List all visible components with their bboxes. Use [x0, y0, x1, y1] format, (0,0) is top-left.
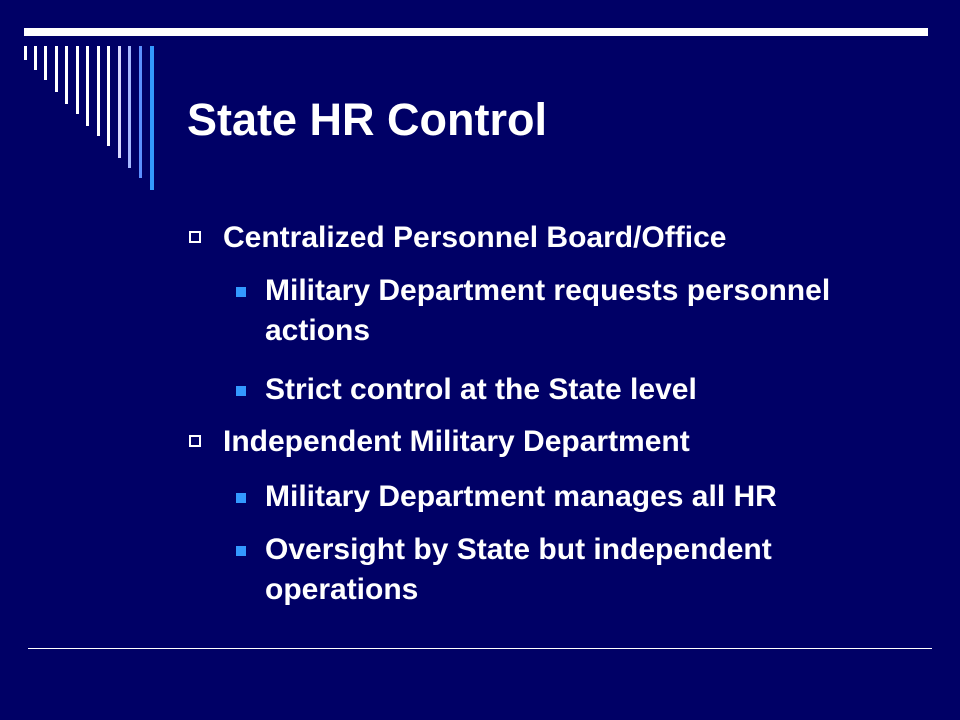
stripe — [65, 46, 68, 104]
bottom-rule — [28, 648, 932, 649]
bullet-text: Centralized Personnel Board/Office — [223, 221, 727, 254]
filled-square-bullet-icon — [236, 386, 246, 396]
slide-title: State HR Control — [187, 94, 547, 145]
stripe — [128, 46, 131, 168]
hollow-square-bullet-icon — [189, 435, 201, 447]
stripe — [34, 46, 37, 70]
bullet-text: Independent Military Department — [223, 425, 690, 458]
bullet-text: Oversight by State but independent operations — [265, 533, 772, 606]
filled-square-bullet-icon — [236, 546, 246, 556]
stripe — [86, 46, 89, 126]
stripe — [150, 46, 154, 190]
stripe — [55, 46, 58, 92]
bullet-text: Military Department requests personnel actions — [265, 274, 831, 347]
filled-square-bullet-icon — [236, 287, 246, 297]
stripe — [97, 46, 100, 136]
bullet-text: Military Department manages all HR — [265, 480, 777, 513]
stripe — [139, 46, 142, 178]
hollow-square-bullet-icon — [189, 231, 201, 243]
decorative-stripes — [0, 0, 200, 200]
stripe — [44, 46, 47, 80]
stripe — [76, 46, 79, 114]
filled-square-bullet-icon — [236, 493, 246, 503]
stripe — [107, 46, 110, 146]
stripe — [24, 46, 27, 60]
stripe — [118, 46, 121, 158]
bullet-text: Strict control at the State level — [265, 373, 697, 406]
